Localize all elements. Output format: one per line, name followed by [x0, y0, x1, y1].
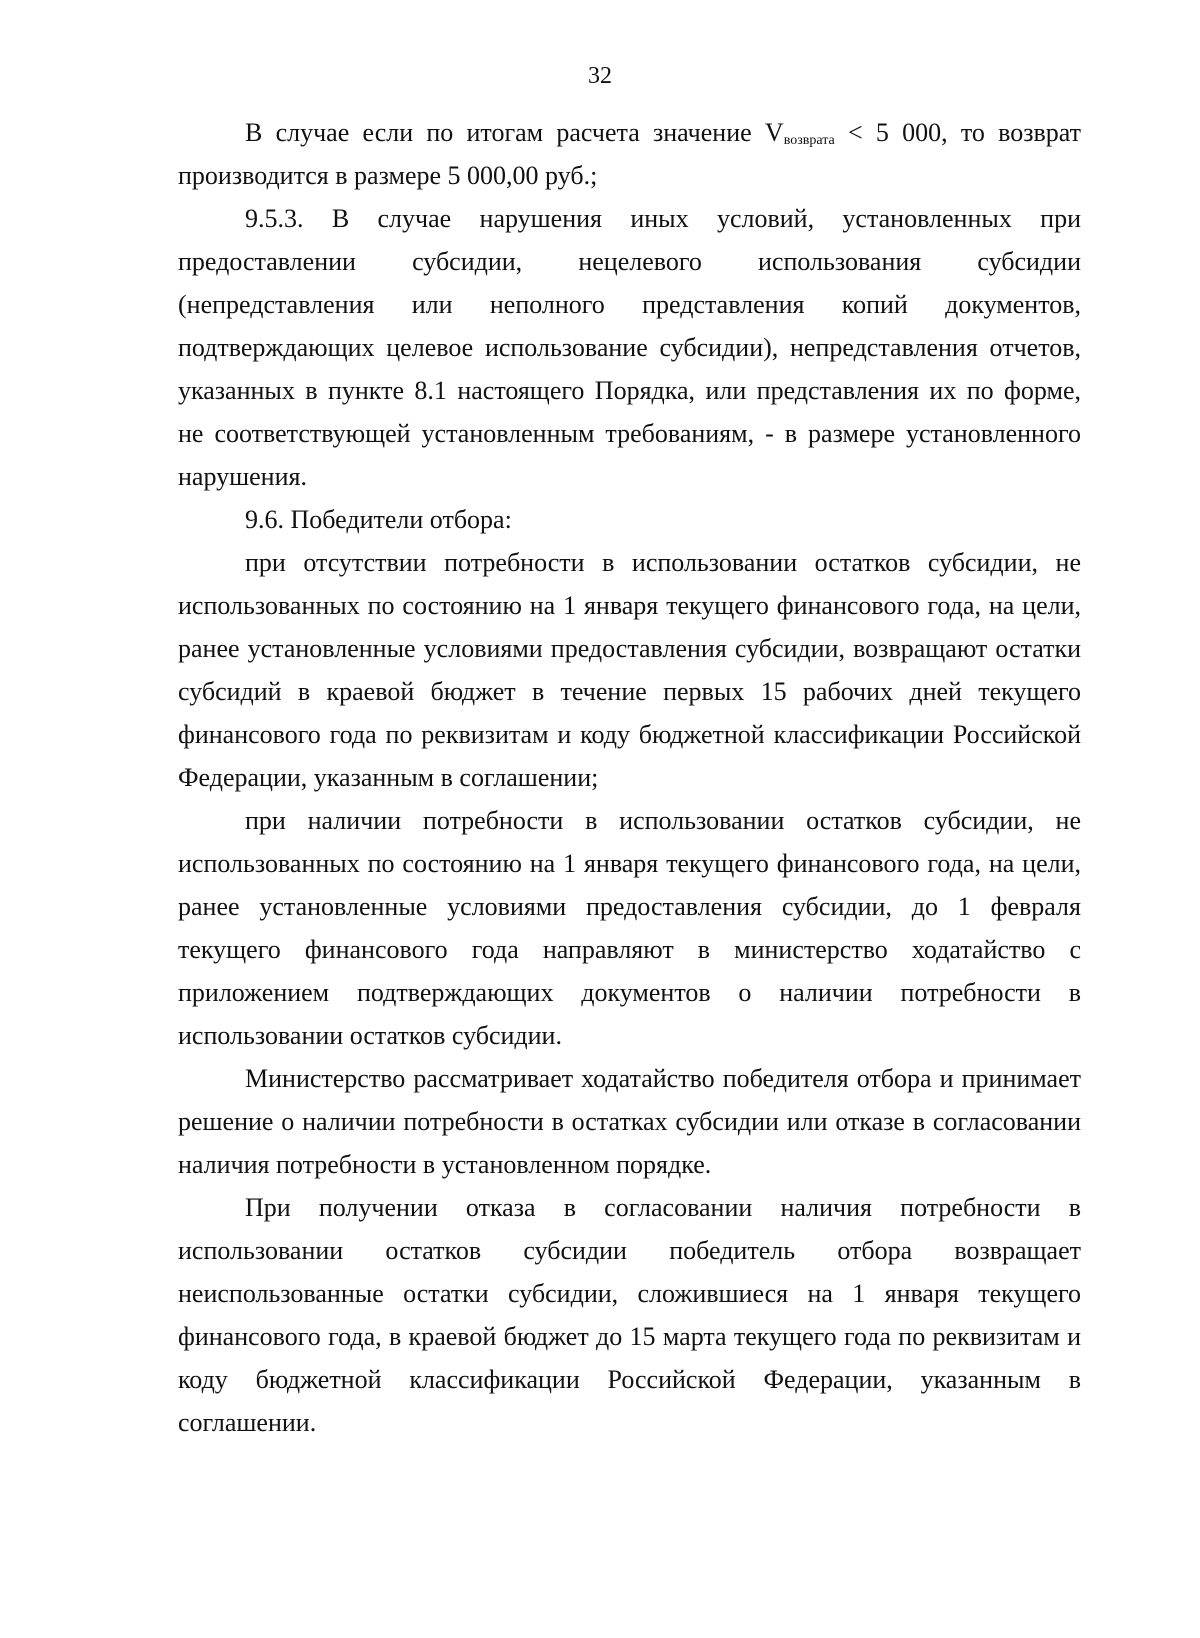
paragraph-line: финансового года, в краевой бюджет до 15 марта текущего года по реквизитам и [178, 1322, 1081, 1351]
paragraph-line: (непредставления или неполного представления копий документов, [178, 290, 1081, 319]
subscript-text: возврата [783, 133, 835, 148]
paragraph-line: При получении отказа в согласовании наличия потребности в [245, 1193, 1081, 1222]
section-heading: 9.6. Победители отбора: [245, 505, 512, 534]
paragraph-line: субсидий в краевой бюджет в течение первых 15 рабочих дней текущего [178, 677, 1081, 706]
paragraph-line: использованных по состоянию на 1 января текущего финансового года, на цели, [178, 591, 1081, 620]
paragraph-line: использовании остатков субсидии. [178, 1021, 562, 1050]
paragraph-line: Федерации, указанным в соглашении; [178, 763, 599, 792]
paragraph-line: подтверждающих целевое использование субсидии), непредставления отчетов, [178, 333, 1081, 362]
paragraph-line: предоставлении субсидии, нецелевого использования субсидии [178, 247, 1081, 276]
paragraph-line: коду бюджетной классификации Российской Федерации, указанным в [178, 1365, 1081, 1394]
paragraph-line: неиспользованные остатки субсидии, сложившиеся на 1 января текущего [178, 1279, 1081, 1308]
paragraph-line: соглашении. [178, 1408, 317, 1437]
paragraph-line: 9.5.3. В случае нарушения иных условий, установленных при [245, 204, 1081, 233]
paragraph-line: текущего финансового года направляют в министерство ходатайство с [178, 935, 1081, 964]
paragraph-line: ранее установленные условиями предоставления субсидии, возвращают остатки [178, 634, 1081, 663]
paragraph-line [245, 117, 1081, 149]
text-run: В случае если по итогам расчета значение V [245, 118, 784, 147]
paragraph-line: приложением подтверждающих документов о наличии потребности в [178, 978, 1081, 1007]
paragraph-line: не соответствующей установленным требованиям, - в размере установленного [178, 419, 1081, 448]
paragraph-line: ранее установленные условиями предоставления субсидии, до 1 февраля [178, 892, 1081, 921]
paragraph-line: финансового года по реквизитам и коду бюджетной классификации Российской [178, 720, 1081, 749]
paragraph-line: нарушения. [178, 462, 307, 491]
paragraph-line: Министерство рассматривает ходатайство победителя отбора и принимает [245, 1064, 1081, 1093]
paragraph-line: использованных по состоянию на 1 января текущего финансового года, на цели, [178, 849, 1081, 878]
paragraph-line: при наличии потребности в использовании остатков субсидии, не [245, 806, 1081, 835]
paragraph-line: решение о наличии потребности в остатках субсидии или отказе в согласовании [178, 1107, 1081, 1136]
paragraph-line: использовании остатков субсидии победитель отбора возвращает [178, 1236, 1081, 1265]
paragraph-line: наличия потребности в установленном порядке. [178, 1150, 712, 1179]
paragraph-line: указанных в пункте 8.1 настоящего Порядка, или представления их по форме, [178, 376, 1081, 405]
page-number: 32 [588, 63, 612, 89]
paragraph-line: производится в размере 5 000,00 руб.; [178, 161, 598, 190]
paragraph-line: при отсутствии потребности в использовании остатков субсидии, не [245, 548, 1081, 577]
text-run: < 5 000, то возврат [834, 118, 1081, 147]
